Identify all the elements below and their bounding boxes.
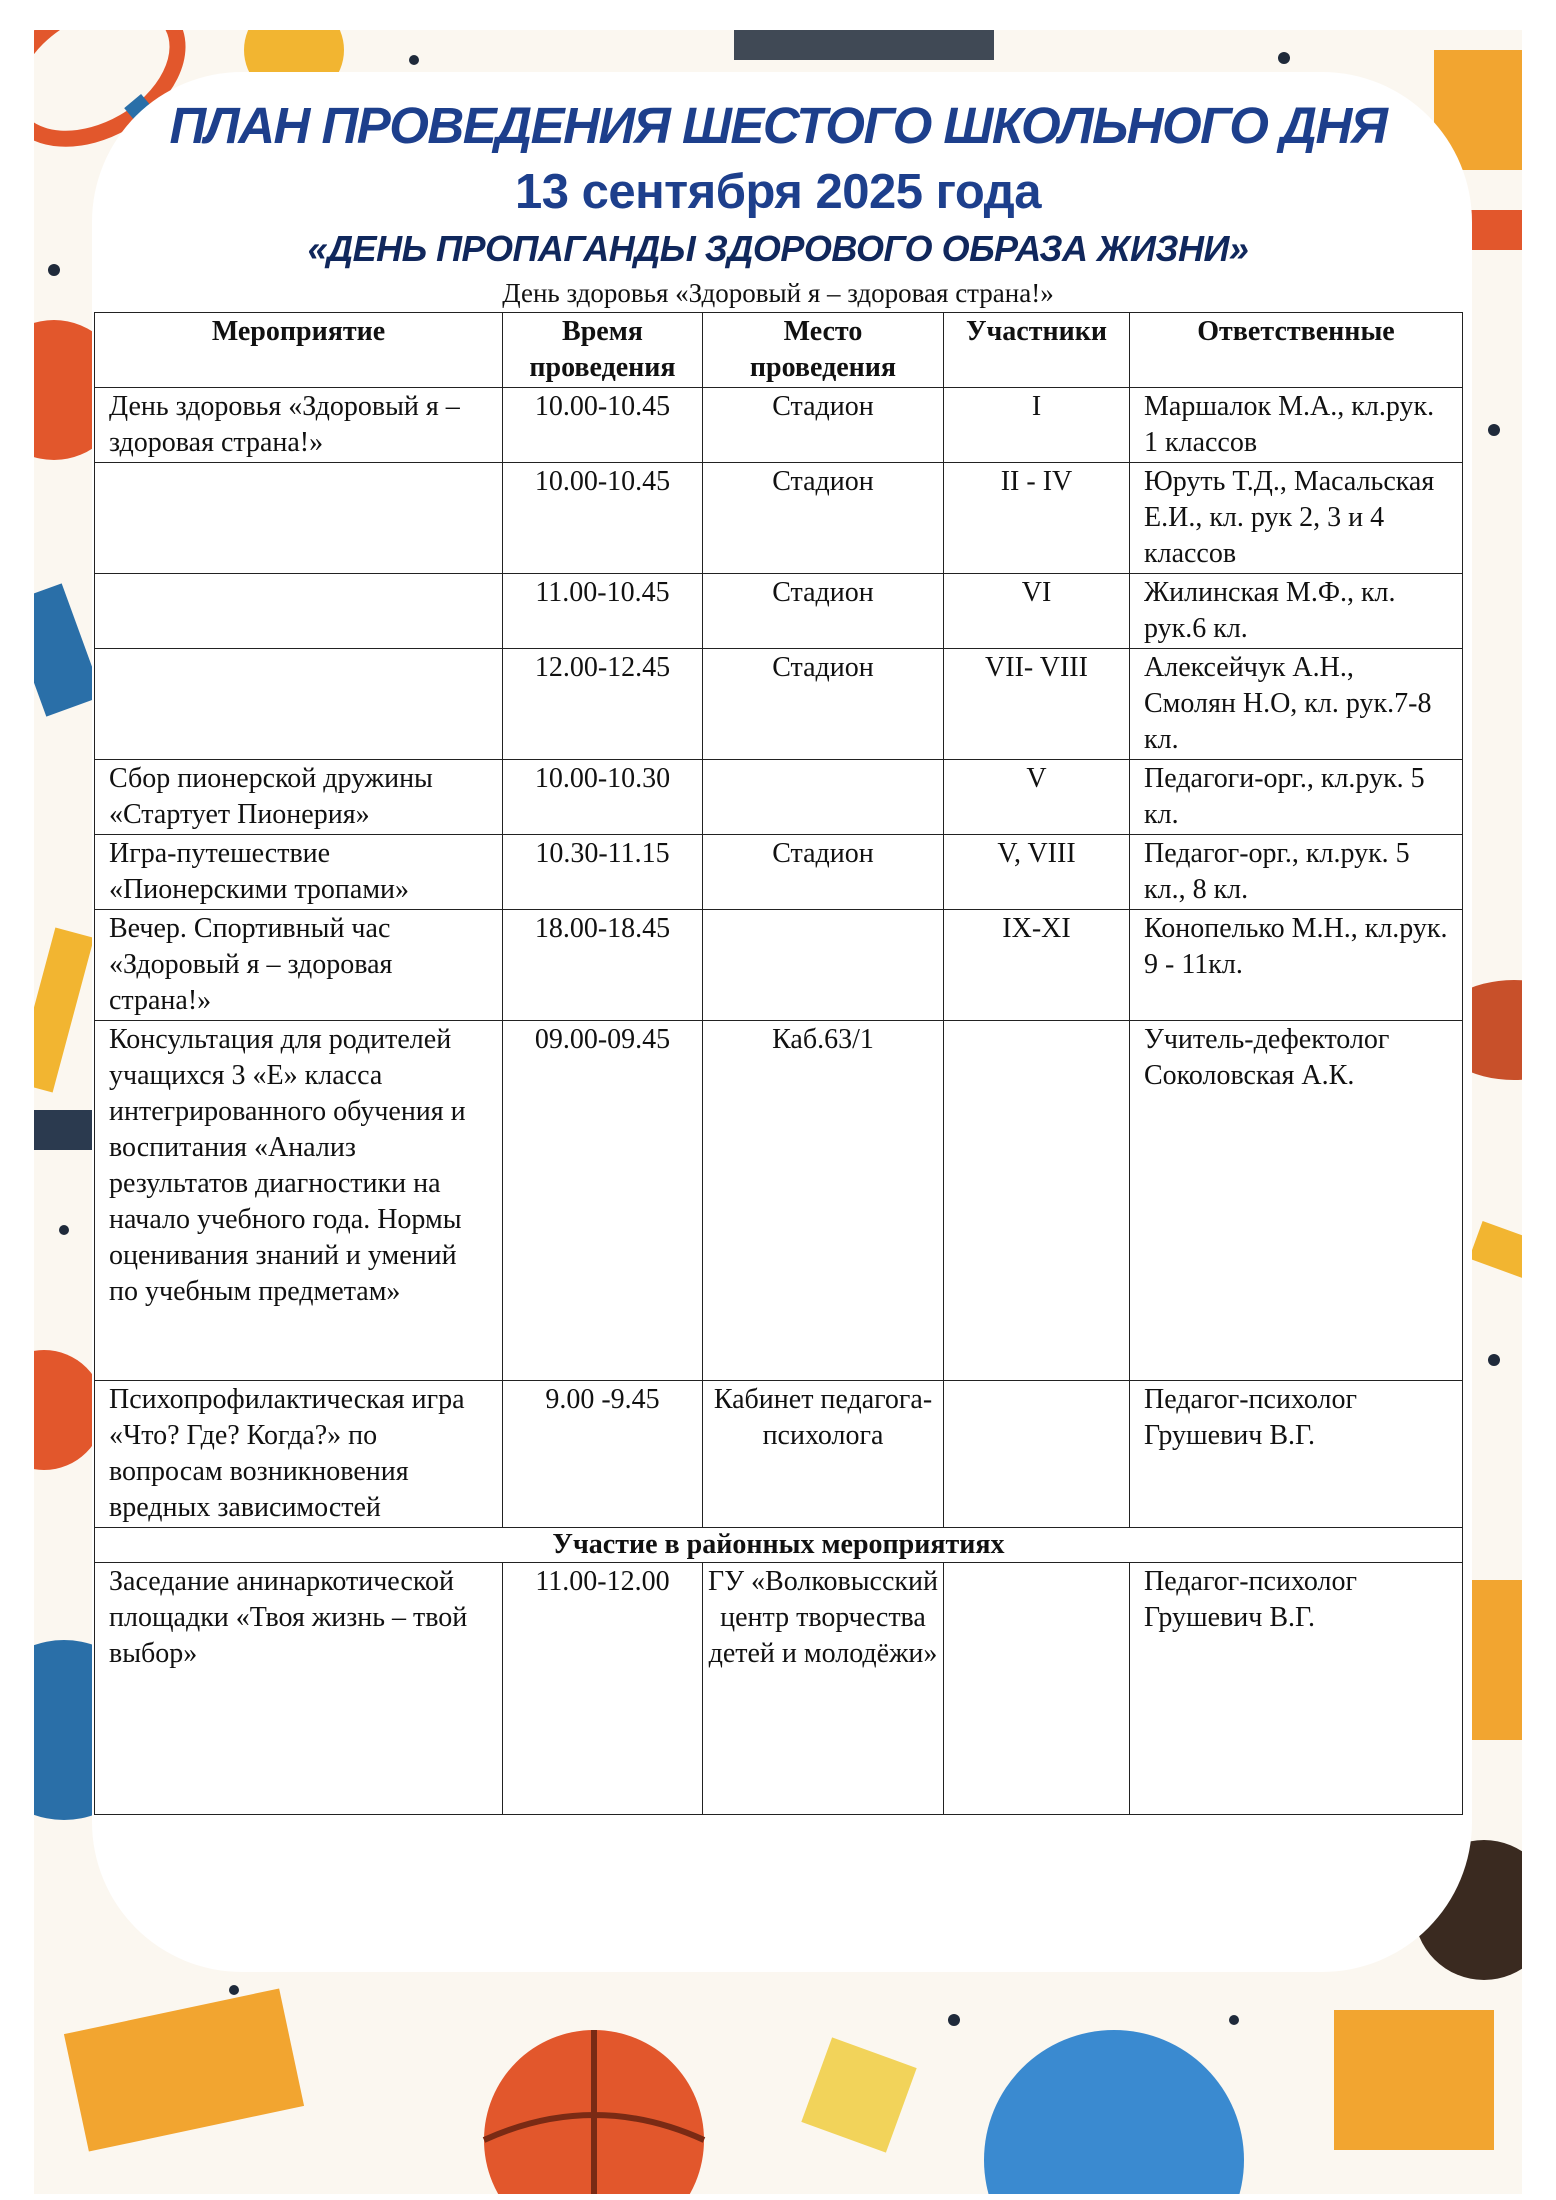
cell-place: Стадион — [703, 463, 944, 574]
cell-participants: VII- VIII — [944, 649, 1130, 760]
table-row — [95, 910, 1463, 1021]
skateboard-icon — [34, 1110, 94, 1150]
cell-event — [95, 574, 503, 649]
cell-participants: IX-XI — [944, 910, 1130, 1021]
cell-participants: V — [944, 760, 1130, 835]
cell-event: Консультация для родителей учащихся 3 «Е» класса интегрированного обучения и воспитания «Анализ результатов диагностики на начало учебного года. Нормы оценивания знаний и умений по учебным предметам» — [95, 1021, 503, 1381]
table-header-row — [95, 313, 1463, 388]
sticky-note-icon — [801, 2037, 916, 2152]
cell-responsible: Педагог-психолог Грушевич В.Г. — [1130, 1381, 1463, 1528]
page-theme: «ДЕНЬ ПРОПАГАНДЫ ЗДОРОВОГО ОБРАЗА ЖИЗНИ» — [307, 228, 1249, 269]
cell-time: 10.00-10.45 — [503, 463, 703, 574]
cell-responsible: Юруть Т.Д., Масальская Е.И., кл. рук 2, 3 и 4 классов — [1130, 463, 1463, 574]
cell-participants: V, VIII — [944, 835, 1130, 910]
net-icon — [734, 30, 994, 60]
header-place: Место проведения — [703, 313, 944, 388]
jersey-icon — [1334, 2010, 1494, 2150]
cell-participants: I — [944, 388, 1130, 463]
cone-icon — [1469, 1221, 1522, 1279]
table-row — [95, 649, 1463, 760]
table-row — [95, 1021, 1463, 1381]
cell-participants: VI — [944, 574, 1130, 649]
table-row — [95, 1381, 1463, 1528]
cell-participants — [944, 1381, 1130, 1528]
cell-place: Кабинет педагога-психолога — [703, 1381, 944, 1528]
cell-event: Психопрофилактическая игра «Что? Где? Когда?» по вопросам возникновения вредных зависимостей — [95, 1381, 503, 1528]
cell-responsible: Педагог-психолог Грушевич В.Г. — [1130, 1563, 1463, 1815]
cell-event: Сбор пионерской дружины «Стартует Пионерия» — [95, 760, 503, 835]
section-row — [95, 1528, 1463, 1563]
cell-participants — [944, 1563, 1130, 1815]
cell-place: Каб.63/1 — [703, 1021, 944, 1381]
cell-time: 18.00-18.45 — [503, 910, 703, 1021]
table-row — [95, 1563, 1463, 1815]
cell-participants: II - IV — [944, 463, 1130, 574]
cell-place: Стадион — [703, 388, 944, 463]
ball-icon — [984, 2030, 1244, 2194]
table-row — [95, 463, 1463, 574]
cell-participants — [944, 1021, 1130, 1381]
cell-place: Стадион — [703, 574, 944, 649]
cell-responsible: Маршалок М.А., кл.рук. 1 классов — [1130, 388, 1463, 463]
section-title: Участие в районных мероприятиях — [95, 1528, 1463, 1563]
cell-event — [95, 649, 503, 760]
page-date: 13 сентября 2025 года — [514, 165, 1042, 219]
cell-time: 10.00-10.30 — [503, 760, 703, 835]
cell-responsible: Педагог-орг., кл.рук. 5 кл., 8 кл. — [1130, 835, 1463, 910]
cell-responsible: Алексейчук А.Н., Смолян Н.О, кл. рук.7-8 кл. — [1130, 649, 1463, 760]
cell-responsible: Конопелько М.Н., кл.рук. 9 - 11кл. — [1130, 910, 1463, 1021]
table-row — [95, 760, 1463, 835]
cell-time: 10.30-11.15 — [503, 835, 703, 910]
header-responsible: Ответственные — [1130, 313, 1463, 388]
table-row — [95, 835, 1463, 910]
cell-place — [703, 760, 944, 835]
cell-event — [95, 463, 503, 574]
cell-place: ГУ «Волковысский центр творчества детей и молодёжи» — [703, 1563, 944, 1815]
cell-event: Игра-путешествие «Пионерскими тропами» — [95, 835, 503, 910]
cell-responsible: Педагоги-орг., кл.рук. 5 кл. — [1130, 760, 1463, 835]
bat-icon — [34, 928, 94, 1093]
cell-responsible: Учитель-дефектолог Соколовская А.К. — [1130, 1021, 1463, 1381]
page-subtitle: День здоровья «Здоровый я – здоровая страна!» — [502, 278, 1054, 308]
cell-place — [703, 910, 944, 1021]
header-time: Время проведения — [503, 313, 703, 388]
table-row — [95, 388, 1463, 463]
cell-time: 9.00 -9.45 — [503, 1381, 703, 1528]
cell-event: День здоровья «Здоровый я – здоровая страна!» — [95, 388, 503, 463]
cell-place: Стадион — [703, 649, 944, 760]
table-row — [95, 574, 1463, 649]
cell-place: Стадион — [703, 835, 944, 910]
schedule-table — [94, 312, 1463, 1815]
cell-time: 11.00-10.45 — [503, 574, 703, 649]
header-event: Мероприятие — [95, 313, 503, 388]
cell-event: Заседание анинаркотической площадки «Твоя жизнь – твой выбор» — [95, 1563, 503, 1815]
cell-time: 11.00-12.00 — [503, 1563, 703, 1815]
cell-event: Вечер. Спортивный час «Здоровый я – здоровая страна!» — [95, 910, 503, 1021]
whistle-icon — [64, 1988, 304, 2151]
cell-time: 12.00-12.45 — [503, 649, 703, 760]
header-participants: Участники — [944, 313, 1130, 388]
cell-responsible: Жилинская М.Ф., кл. рук.6 кл. — [1130, 574, 1463, 649]
cell-time: 09.00-09.45 — [503, 1021, 703, 1381]
page-title: ПЛАН ПРОВЕДЕНИЯ ШЕСТОГО ШКОЛЬНОГО ДНЯ — [169, 97, 1387, 154]
cell-time: 10.00-10.45 — [503, 388, 703, 463]
